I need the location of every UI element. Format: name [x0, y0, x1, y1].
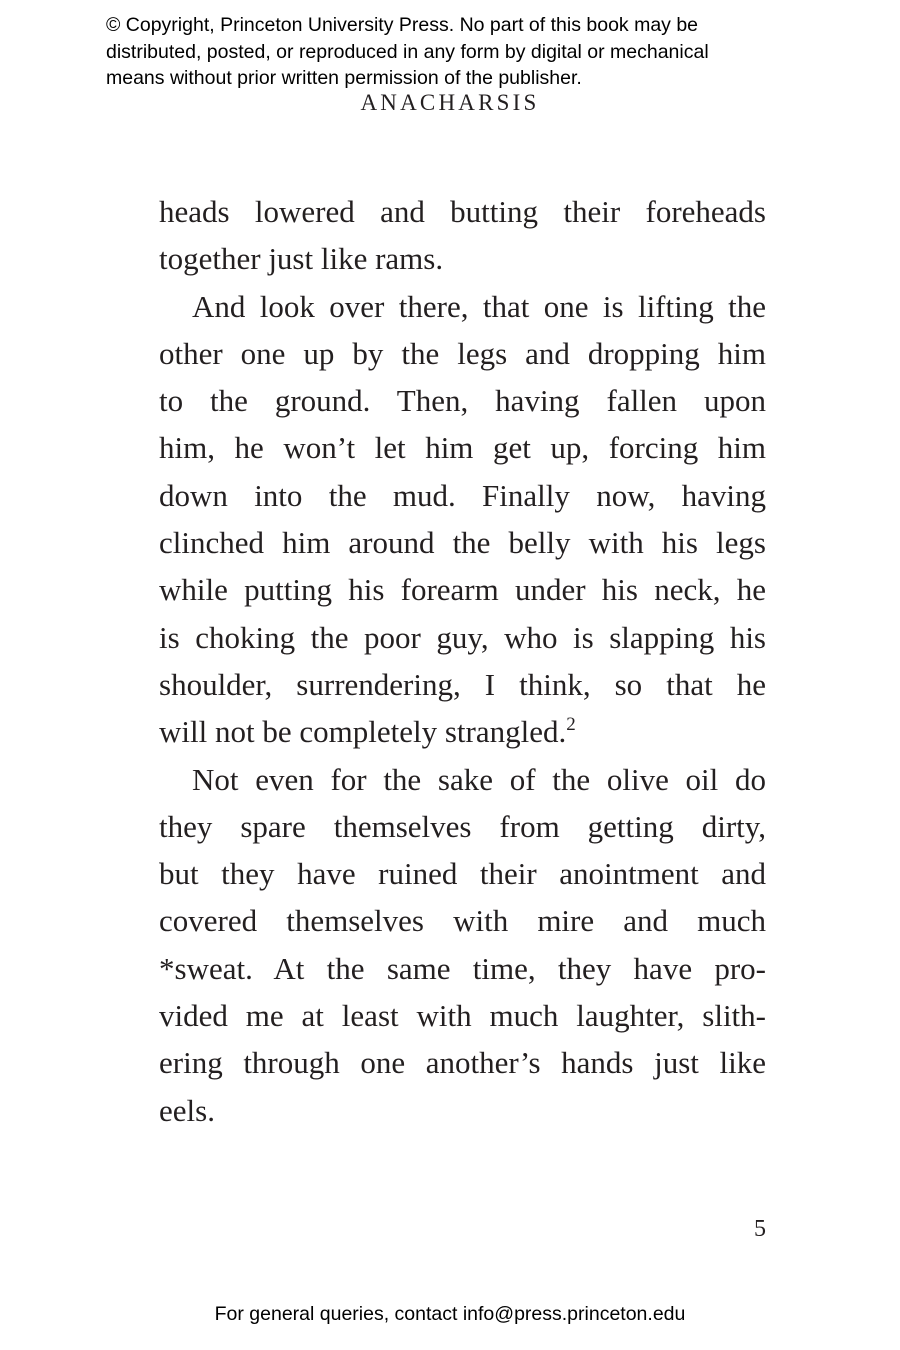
text-line: other one up by the legs and dropping him	[159, 335, 766, 371]
text-line: eels.	[159, 1092, 215, 1128]
page-number: 5	[754, 1216, 766, 1242]
paragraph-1	[159, 188, 766, 283]
text-line: him, he won’t let him get up, forcing him	[159, 430, 766, 466]
text-line: is choking the poor guy, who is slapping his	[159, 619, 766, 655]
body-text	[159, 188, 766, 1134]
text-line: clinched him around the belly with his legs	[159, 525, 766, 561]
paragraph-3	[159, 756, 766, 1134]
text-line: *sweat. At the same time, they have pro-	[159, 950, 766, 986]
copyright-line: © Copyright, Princeton University Press. No part of this book may be	[106, 14, 699, 36]
copyright-line: means without prior written permission of the publisher.	[106, 67, 582, 89]
text-line: And look over there, that one is lifting the	[192, 288, 766, 324]
text-line: shoulder, surrendering, I think, so that he	[159, 666, 766, 702]
paragraph-2	[159, 283, 766, 756]
text-line: they spare themselves from getting dirty,	[159, 808, 766, 844]
text-line: ering through one another’s hands just like	[159, 1045, 766, 1081]
text-line: Not even for the sake of the olive oil do	[192, 761, 766, 797]
copyright-notice	[106, 12, 826, 92]
copyright-line: distributed, posted, or reproduced in any form by digital or mechanical	[106, 40, 709, 63]
text-line: but they have ruined their anointment and	[159, 856, 766, 892]
footer-contact: For general queries, contact info@press.princeton.edu	[214, 1303, 686, 1325]
text-line: together just like rams.	[159, 241, 444, 277]
text-line: down into the mud. Finally now, having	[159, 477, 766, 513]
running-head: ANACHARSIS	[360, 90, 540, 115]
text-line: heads lowered and butting their foreheads	[159, 194, 766, 229]
text-line-content: will not be completely strangled.	[159, 714, 567, 750]
text-line: while putting his forearm under his neck, he	[159, 572, 766, 608]
footnote-marker[interactable]: 2	[566, 714, 576, 736]
text-line: covered themselves with mire and much	[159, 903, 766, 939]
text-line-with-footnote	[159, 708, 766, 755]
text-line: vided me at least with much laughter, slith-	[159, 998, 766, 1034]
text-line: to the ground. Then, having fallen upon	[159, 383, 766, 419]
